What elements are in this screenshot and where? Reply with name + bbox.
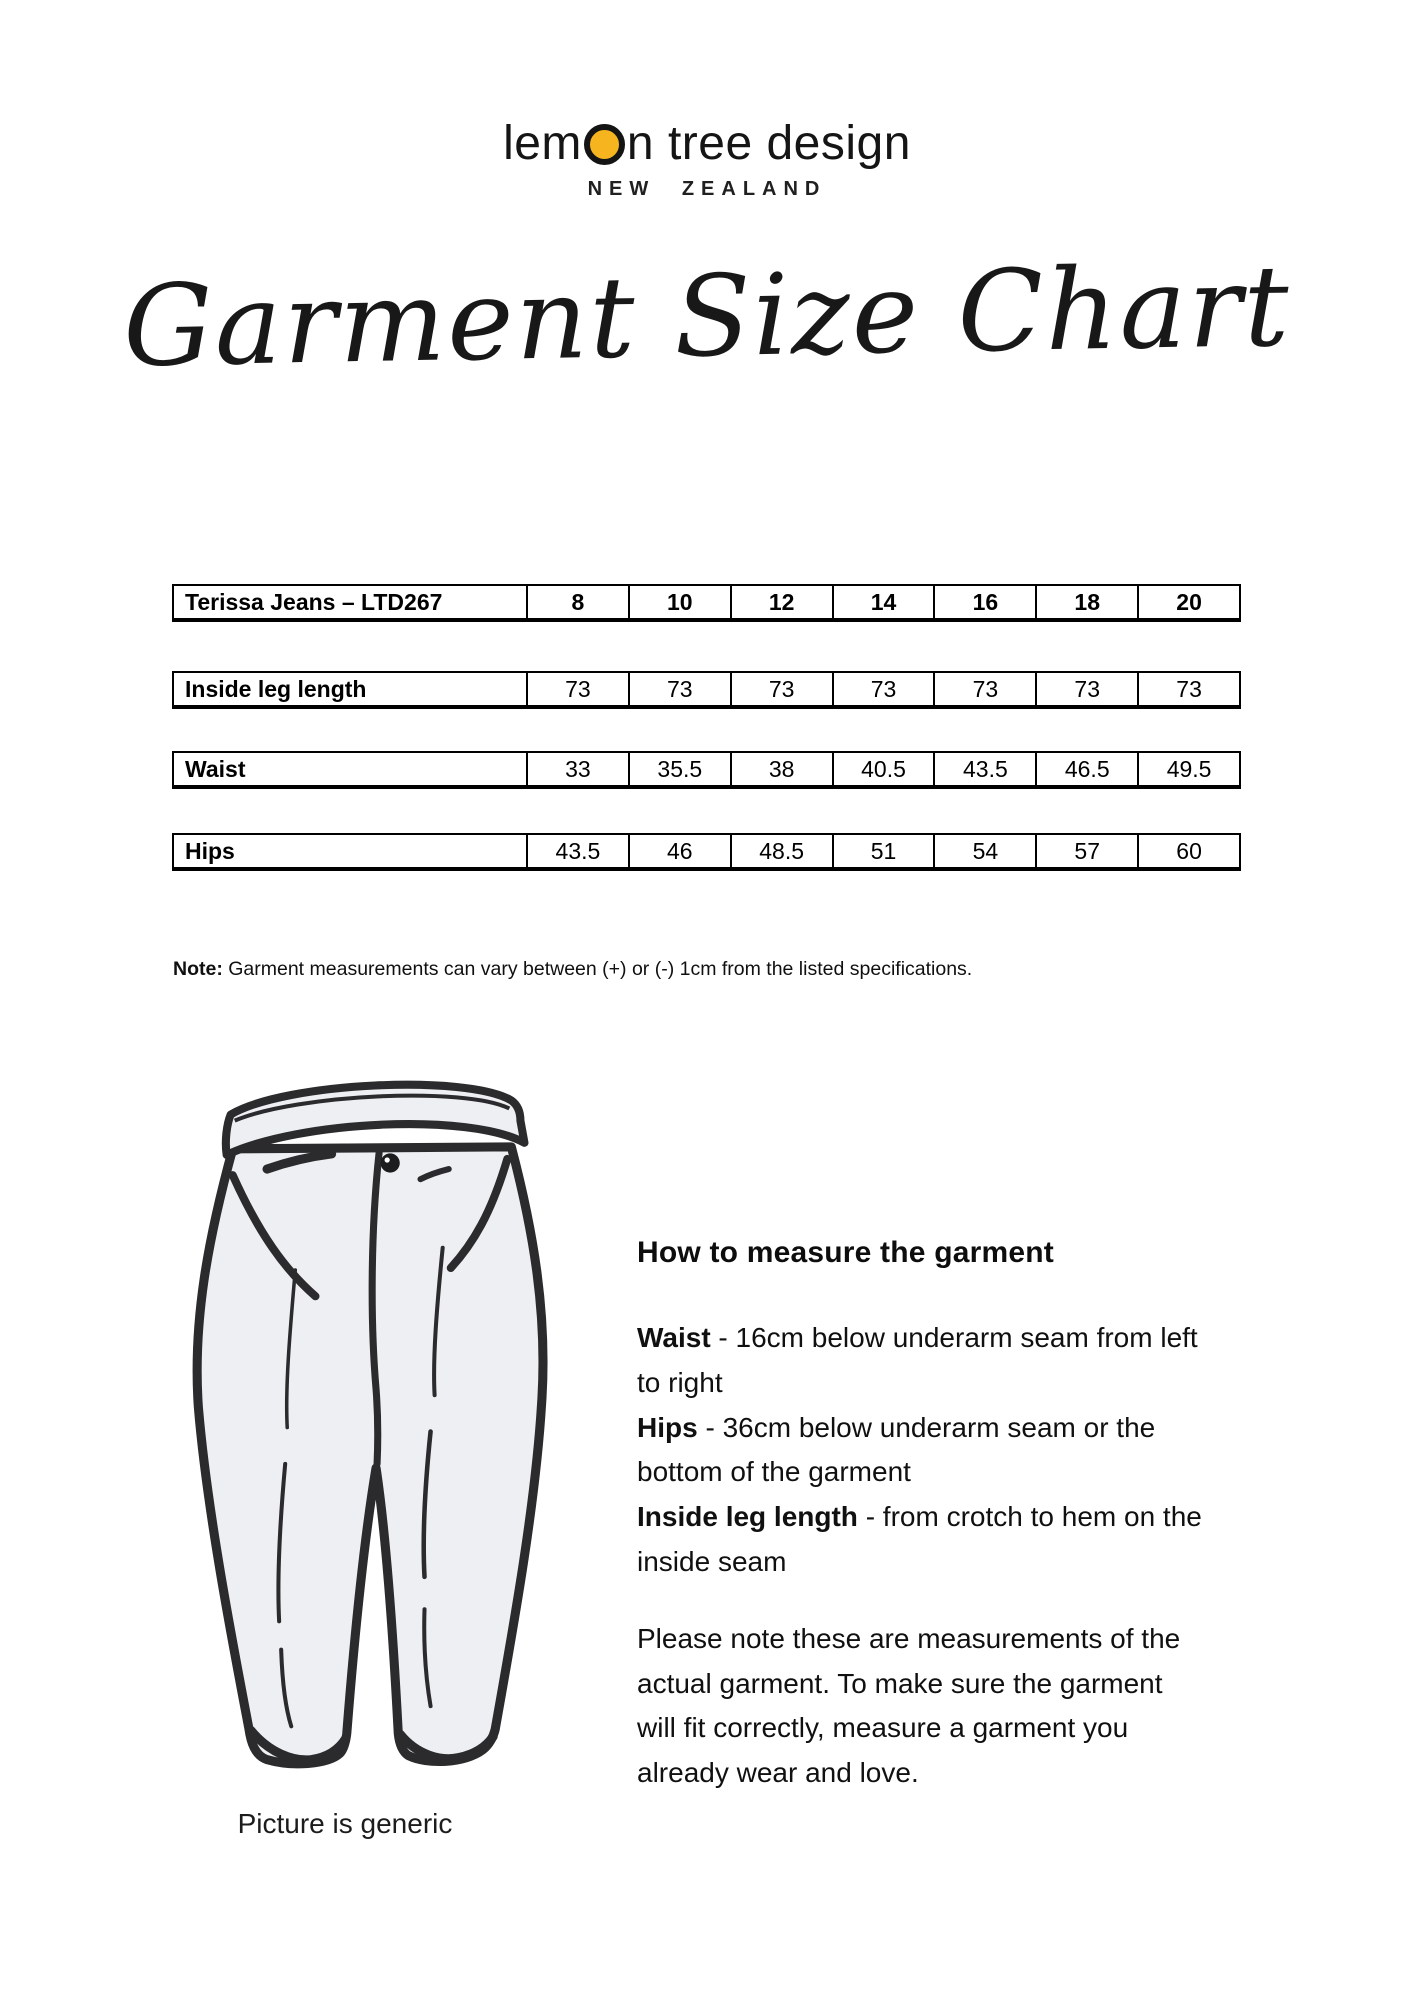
measure-lines (637, 1316, 1202, 1585)
note-text (173, 958, 1233, 981)
jeans-illustration (166, 1056, 574, 1798)
measure-item-inside-leg (637, 1495, 1202, 1585)
row-label-cell: Hips (185, 837, 235, 864)
page-title: Garment Size Chart (122, 241, 1292, 393)
measure-term: Hips (637, 1411, 698, 1443)
value-cell: 40.5 (832, 753, 934, 785)
brand-country: NEW ZEALAND (587, 178, 827, 200)
size-cell: 10 (628, 586, 730, 618)
measure-item-hips (637, 1406, 1202, 1496)
value-cell: 43.5 (933, 753, 1035, 785)
size-cell: 18 (1035, 586, 1137, 618)
illustration-caption: Picture is generic (237, 1808, 453, 1839)
value-cell: 57 (1035, 835, 1137, 867)
guide-paragraph: Please note these are measurements of the actual garment. To make sure the garment will fit correctly, measure a garment you already wear and love. (637, 1622, 1181, 1789)
measure-desc: - 16cm below underarm seam from left to right (637, 1322, 1198, 1398)
value-cell: 60 (1137, 835, 1239, 867)
row-label-cell: Waist (185, 755, 246, 782)
value-cell: 35.5 (628, 753, 730, 785)
size-cell: 12 (730, 586, 832, 618)
value-cell: 73 (933, 673, 1035, 705)
note-label: Note: (173, 957, 223, 980)
value-cell: 73 (730, 673, 832, 705)
table-row-waist (172, 751, 1241, 789)
table-row-product (172, 584, 1241, 622)
value-cell: 51 (832, 835, 934, 867)
measure-item-waist (637, 1316, 1202, 1406)
brand-text-post: n tree design (626, 117, 911, 170)
size-cell: 16 (933, 586, 1035, 618)
value-cell: 73 (1035, 673, 1137, 705)
value-cell: 73 (628, 673, 730, 705)
table-row-hips (172, 833, 1241, 871)
measure-desc: - 36cm below underarm seam or the bottom of the garment (637, 1411, 1156, 1488)
value-cell: 49.5 (1137, 753, 1239, 785)
value-cell: 38 (730, 753, 832, 785)
value-cell: 43.5 (526, 835, 628, 867)
size-cell: 14 (832, 586, 934, 618)
measure-term: Inside leg length (637, 1501, 858, 1533)
row-label-cell: Inside leg length (185, 675, 367, 702)
value-cell: 46.5 (1035, 753, 1137, 785)
guide-heading: How to measure the garment (637, 1236, 1054, 1269)
value-cell: 73 (832, 673, 934, 705)
brand-text-pre: lem (503, 117, 582, 170)
value-cell: 48.5 (730, 835, 832, 867)
lemon-dot-icon (584, 124, 625, 165)
value-cell: 73 (526, 673, 628, 705)
size-cell: 20 (1137, 586, 1239, 618)
brand-wordmark (0, 116, 1414, 171)
size-cell: 8 (526, 586, 628, 618)
value-cell: 54 (933, 835, 1035, 867)
note-body: Garment measurements can vary between (+) or (-) 1cm from the listed specifications. (222, 957, 973, 980)
value-cell: 73 (1137, 673, 1239, 705)
product-label-cell: Terissa Jeans – LTD267 (185, 588, 443, 615)
measure-term: Waist (637, 1322, 711, 1353)
measure-guide (637, 1236, 1202, 1824)
measure-desc: - from crotch to hem on the inside seam (637, 1501, 1202, 1577)
table-row-inside-leg (172, 671, 1241, 709)
value-cell: 46 (628, 835, 730, 867)
brand-logo (0, 116, 1414, 201)
value-cell: 33 (526, 753, 628, 785)
